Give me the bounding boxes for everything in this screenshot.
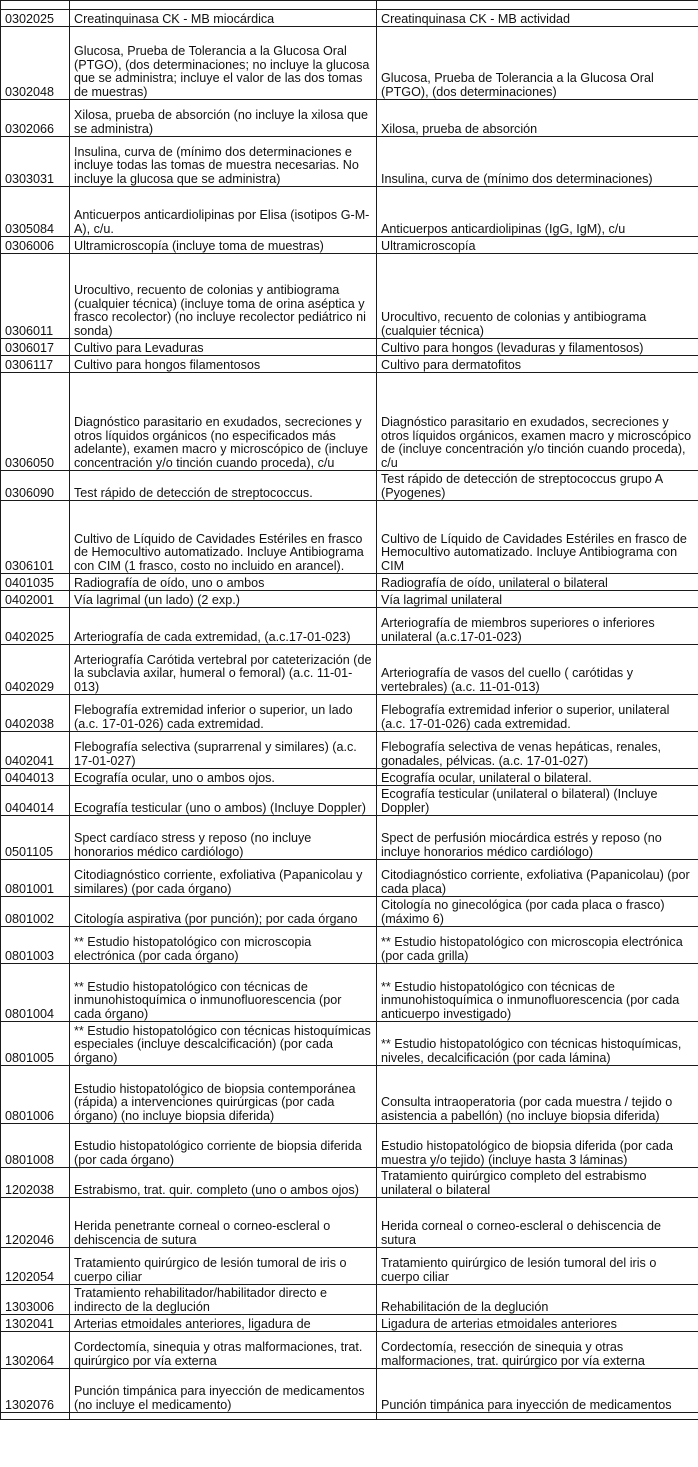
old-description-cell: Citodiagnóstico corriente, exfoliativa (Papanicolau y similares) (por cada órgano) — [70, 860, 377, 897]
old-description-cell: ** Estudio histopatológico con técnicas de inmunohistoquímica o inmunofluorescencia (por cada órgano) — [70, 964, 377, 1022]
new-description-cell: Creatinquinasa CK - MB actividad — [377, 10, 698, 27]
new-description-cell: Ultramicroscopía — [377, 237, 698, 254]
table-row — [1, 695, 698, 732]
code-cell: 0801005 — [1, 1022, 70, 1066]
code-cell: 0306090 — [1, 471, 70, 501]
code-cell: 0402029 — [1, 645, 70, 695]
new-description-cell: Xilosa, prueba de absorción — [377, 100, 698, 137]
code-cell: 0501105 — [1, 816, 70, 860]
prestaciones-table-body — [1, 1, 698, 1420]
code-cell: 0801001 — [1, 860, 70, 897]
old-description-cell — [70, 1, 377, 10]
old-description-cell: Insulina, curva de (mínimo dos determinaciones e incluye todas las tomas de muestra necesarias. No incluye la glucosa que se administra) — [70, 137, 377, 187]
new-description-cell: Tratamiento quirúrgico de lesión tumoral del iris o cuerpo ciliar — [377, 1248, 698, 1285]
code-cell: 0402025 — [1, 608, 70, 645]
code-cell: 0404014 — [1, 786, 70, 816]
old-description-cell: Test rápido de detección de streptococcus. — [70, 471, 377, 501]
code-cell: 0302066 — [1, 100, 70, 137]
table-row — [1, 897, 698, 927]
new-description-cell: Cultivo de Líquido de Cavidades Estériles en frasco de Hemocultivo automatizado. Incluye Antibiograma con CIM — [377, 501, 698, 574]
new-description-cell: Flebografía selectiva de venas hepáticas, renales, gonadales, pélvicas. (a.c. 17-01-027) — [377, 732, 698, 769]
old-description-cell: Estudio histopatológico de biopsia contemporánea (rápida) a intervenciones quirúrgicas (por cada órgano) (no incluye biopsia diferida) — [70, 1066, 377, 1124]
old-description-cell: Arterias etmoidales anteriores, ligadura de — [70, 1315, 377, 1332]
code-cell: 0801008 — [1, 1124, 70, 1168]
new-description-cell — [377, 1413, 698, 1420]
code-cell: 1202054 — [1, 1248, 70, 1285]
new-description-cell: Tratamiento quirúrgico completo del estrabismo unilateral o bilateral — [377, 1168, 698, 1198]
old-description-cell: Punción timpánica para inyección de medicamentos (no incluye el medicamento) — [70, 1369, 377, 1413]
new-description-cell: Estudio histopatológico de biopsia diferida (por cada muestra y/o tejido) (incluye hasta 3 láminas) — [377, 1124, 698, 1168]
old-description-cell: Vía lagrimal (un lado) (2 exp.) — [70, 591, 377, 608]
code-cell: 0306006 — [1, 237, 70, 254]
table-row — [1, 471, 698, 501]
code-cell: 0306050 — [1, 373, 70, 471]
table-row — [1, 964, 698, 1022]
code-cell: 0404013 — [1, 769, 70, 786]
new-description-cell: Consulta intraoperatoria (por cada muestra / tejido o asistencia a pabellón) (no incluye biopsia diferida) — [377, 1066, 698, 1124]
old-description-cell — [70, 1413, 377, 1420]
table-row — [1, 254, 698, 339]
code-cell: 0402041 — [1, 732, 70, 769]
code-cell: 0401035 — [1, 574, 70, 591]
table-row — [1, 591, 698, 608]
new-description-cell: Cultivo para dermatofitos — [377, 356, 698, 373]
code-cell: 0306011 — [1, 254, 70, 339]
new-description-cell: Rehabilitación de la deglución — [377, 1285, 698, 1315]
new-description-cell: Urocultivo, recuento de colonias y antibiograma (cualquier técnica) — [377, 254, 698, 339]
code-cell: 0801004 — [1, 964, 70, 1022]
table-row — [1, 356, 698, 373]
table-row — [1, 1198, 698, 1248]
table-row — [1, 1248, 698, 1285]
old-description-cell: Creatinquinasa CK - MB miocárdica — [70, 10, 377, 27]
table-row — [1, 501, 698, 574]
new-description-cell: Vía lagrimal unilateral — [377, 591, 698, 608]
code-cell: 1202038 — [1, 1168, 70, 1198]
table-row — [1, 1022, 698, 1066]
code-cell: 0306017 — [1, 339, 70, 356]
table-row-partial-top — [1, 1, 698, 10]
table-row — [1, 1369, 698, 1413]
new-description-cell: Arteriografía de vasos del cuello ( carótidas y vertebrales) (a.c. 11-01-013) — [377, 645, 698, 695]
code-cell — [1, 1413, 70, 1420]
table-row — [1, 27, 698, 100]
old-description-cell: ** Estudio histopatológico con técnicas histoquímicas especiales (incluye descalcificación) (por cada órgano) — [70, 1022, 377, 1066]
new-description-cell: ** Estudio histopatológico con técnicas histoquímicas, niveles, decalcificación (por cada lámina) — [377, 1022, 698, 1066]
code-cell: 0402001 — [1, 591, 70, 608]
old-description-cell: Arteriografía Carótida vertebral por cateterización (de la subclavia axilar, humeral o femoral) (a.c. 11-01-013) — [70, 645, 377, 695]
new-description-cell: Ligadura de arterias etmoidales anteriores — [377, 1315, 698, 1332]
code-cell: 0801006 — [1, 1066, 70, 1124]
new-description-cell: Cultivo para hongos (levaduras y filamentosos) — [377, 339, 698, 356]
table-row — [1, 1332, 698, 1369]
new-description-cell: Test rápido de detección de streptococcus grupo A (Pyogenes) — [377, 471, 698, 501]
new-description-cell — [377, 1, 698, 10]
old-description-cell: Diagnóstico parasitario en exudados, secreciones y otros líquidos orgánicos (no especificados más adelante), examen macro y microscópico de (incluye concentración y/o tinción cuando proceda), c/u — [70, 373, 377, 471]
code-cell: 0305084 — [1, 187, 70, 237]
code-cell: 0306117 — [1, 356, 70, 373]
old-description-cell: Urocultivo, recuento de colonias y antibiograma (cualquier técnica) (incluye toma de orina aséptica y frasco recolector) (no incluye recolector pediátrico ni sonda) — [70, 254, 377, 339]
code-cell: 0302048 — [1, 27, 70, 100]
table-row — [1, 237, 698, 254]
code-cell: 0801002 — [1, 897, 70, 927]
code-cell: 0801003 — [1, 927, 70, 964]
old-description-cell: Tratamiento rehabilitador/habilitador directo e indirecto de la deglución — [70, 1285, 377, 1315]
new-description-cell: Spect de perfusión miocárdica estrés y reposo (no incluye honorarios médico cardiólogo) — [377, 816, 698, 860]
new-description-cell: Radiografía de oído, unilateral o bilateral — [377, 574, 698, 591]
old-description-cell: ** Estudio histopatológico con microscopia electrónica (por cada órgano) — [70, 927, 377, 964]
table-row — [1, 645, 698, 695]
code-cell — [1, 1, 70, 10]
table-row — [1, 187, 698, 237]
old-description-cell: Cultivo para Levaduras — [70, 339, 377, 356]
table-row — [1, 137, 698, 187]
old-description-cell: Cordectomía, sinequia y otras malformaciones, trat. quirúrgico por vía externa — [70, 1332, 377, 1369]
table-row — [1, 927, 698, 964]
code-cell: 0303031 — [1, 137, 70, 187]
old-description-cell: Tratamiento quirúrgico de lesión tumoral de iris o cuerpo ciliar — [70, 1248, 377, 1285]
old-description-cell: Ecografía testicular (uno o ambos) (Incluye Doppler) — [70, 786, 377, 816]
old-description-cell: Estrabismo, trat. quir. completo (uno o ambos ojos) — [70, 1168, 377, 1198]
table-row — [1, 1315, 698, 1332]
table-row — [1, 1285, 698, 1315]
code-cell: 1302064 — [1, 1332, 70, 1369]
new-description-cell: Anticuerpos anticardiolipinas (IgG, IgM), c/u — [377, 187, 698, 237]
old-description-cell: Cultivo de Líquido de Cavidades Estériles en frasco de Hemocultivo automatizado. Incluye Antibiograma con CIM (1 frasco, costo no incluido en arancel). — [70, 501, 377, 574]
new-description-cell: Ecografía ocular, unilateral o bilateral. — [377, 769, 698, 786]
code-cell: 0306101 — [1, 501, 70, 574]
code-cell: 1302076 — [1, 1369, 70, 1413]
old-description-cell: Flebografía extremidad inferior o superior, un lado (a.c. 17-01-026) cada extremidad. — [70, 695, 377, 732]
table-row-partial-bottom — [1, 1413, 698, 1420]
old-description-cell: Cultivo para hongos filamentosos — [70, 356, 377, 373]
new-description-cell: Herida corneal o corneo-escleral o dehiscencia de sutura — [377, 1198, 698, 1248]
table-row — [1, 373, 698, 471]
table-row — [1, 574, 698, 591]
table-row — [1, 860, 698, 897]
new-description-cell: Ecografía testicular (unilateral o bilateral) (Incluye Doppler) — [377, 786, 698, 816]
table-row — [1, 1168, 698, 1198]
old-description-cell: Ultramicroscopía (incluye toma de muestras) — [70, 237, 377, 254]
table-row — [1, 769, 698, 786]
new-description-cell: ** Estudio histopatológico con microscopia electrónica (por cada grilla) — [377, 927, 698, 964]
new-description-cell: Cordectomía, resección de sinequia y otras malformaciones, trat. quirúrgico por vía externa — [377, 1332, 698, 1369]
table-row — [1, 1066, 698, 1124]
old-description-cell: Estudio histopatológico corriente de biopsia diferida (por cada órgano) — [70, 1124, 377, 1168]
new-description-cell: Citodiagnóstico corriente, exfoliativa (Papanicolau) (por cada placa) — [377, 860, 698, 897]
old-description-cell: Citología aspirativa (por punción); por cada órgano — [70, 897, 377, 927]
table-row — [1, 339, 698, 356]
new-description-cell: Citología no ginecológica (por cada placa o frasco) (máximo 6) — [377, 897, 698, 927]
old-description-cell: Herida penetrante corneal o corneo-escleral o dehiscencia de sutura — [70, 1198, 377, 1248]
old-description-cell: Flebografía selectiva (suprarrenal y similares) (a.c. 17-01-027) — [70, 732, 377, 769]
table-row — [1, 10, 698, 27]
new-description-cell: Punción timpánica para inyección de medicamentos — [377, 1369, 698, 1413]
new-description-cell: Glucosa, Prueba de Tolerancia a la Glucosa Oral (PTGO), (dos determinaciones) — [377, 27, 698, 100]
table-row — [1, 1124, 698, 1168]
table-row — [1, 732, 698, 769]
new-description-cell: Diagnóstico parasitario en exudados, secreciones y otros líquidos orgánicos, examen macro y microscópico de (incluye concentración y/o tinción cuando proceda), c/u — [377, 373, 698, 471]
new-description-cell: Insulina, curva de (mínimo dos determinaciones) — [377, 137, 698, 187]
code-cell: 0402038 — [1, 695, 70, 732]
old-description-cell: Arteriografía de cada extremidad, (a.c.17-01-023) — [70, 608, 377, 645]
table-row — [1, 816, 698, 860]
old-description-cell: Xilosa, prueba de absorción (no incluye la xilosa que se administra) — [70, 100, 377, 137]
old-description-cell: Glucosa, Prueba de Tolerancia a la Glucosa Oral (PTGO), (dos determinaciones; no incluye la glucosa que se administra; incluye el valor de las dos tomas de muestras) — [70, 27, 377, 100]
old-description-cell: Ecografía ocular, uno o ambos ojos. — [70, 769, 377, 786]
old-description-cell: Radiografía de oído, uno o ambos — [70, 574, 377, 591]
code-cell: 0302025 — [1, 10, 70, 27]
code-cell: 1202046 — [1, 1198, 70, 1248]
new-description-cell: Arteriografía de miembros superiores o inferiores unilateral (a.c.17-01-023) — [377, 608, 698, 645]
old-description-cell: Spect cardíaco stress y reposo (no incluye honorarios médico cardiólogo) — [70, 816, 377, 860]
table-row — [1, 100, 698, 137]
new-description-cell: Flebografía extremidad inferior o superior, unilateral (a.c. 17-01-026) cada extremidad. — [377, 695, 698, 732]
old-description-cell: Anticuerpos anticardiolipinas por Elisa (isotipos G-M-A), c/u. — [70, 187, 377, 237]
new-description-cell: ** Estudio histopatológico con técnicas de inmunohistoquímica o inmunofluorescencia (por cada anticuerpo investigado) — [377, 964, 698, 1022]
code-cell: 1302041 — [1, 1315, 70, 1332]
table-row — [1, 786, 698, 816]
code-cell: 1303006 — [1, 1285, 70, 1315]
table-row — [1, 608, 698, 645]
